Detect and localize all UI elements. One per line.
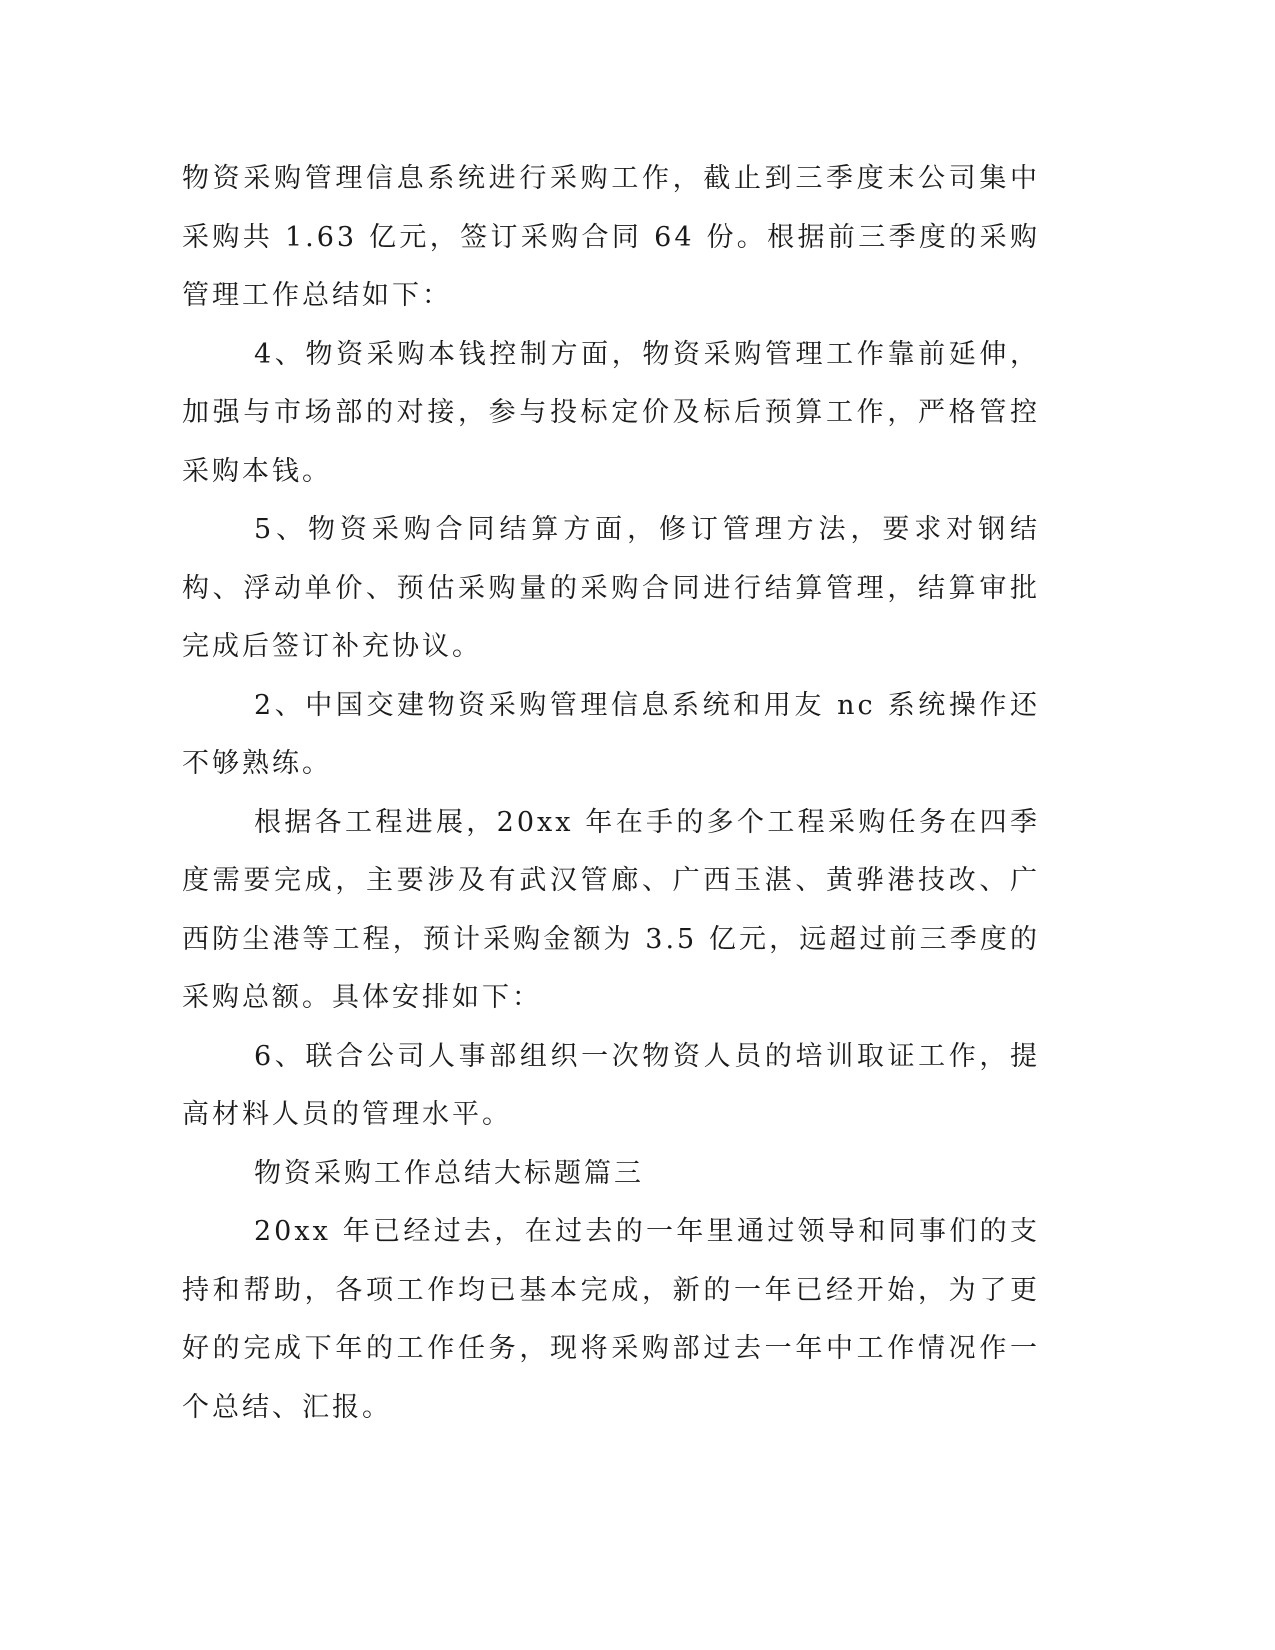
paragraph-system-procurement: 物资采购管理信息系统进行采购工作，截止到三季度末公司集中采购共 1.63 亿元，签订采购合同 64 份。根据前三季度的采购管理工作总结如下： bbox=[182, 163, 1040, 311]
paragraph-training: 6、联合公司人事部组织一次物资人员的培训取证工作，提高材料人员的管理水平。 bbox=[182, 1040, 1040, 1130]
paragraph-system-operation: 2、中国交建物资采购管理信息系统和用友 nc 系统操作还不够熟练。 bbox=[182, 689, 1040, 779]
document-body bbox=[182, 150, 1040, 1437]
paragraph-cost-control: 4、物资采购本钱控制方面，物资采购管理工作靠前延伸，加强与市场部的对接，参与投标定价及标后预算工作，严格管控采购本钱。 bbox=[182, 338, 1040, 487]
paragraph-contract-settlement: 5、物资采购合同结算方面，修订管理方法，要求对钢结构、浮动单价、预估采购量的采购合同进行结算管理，结算审批完成后签订补充协议。 bbox=[182, 514, 1040, 662]
paragraph-project-plan: 根据各工程进展，20xx 年在手的多个工程采购任务在四季度需要完成，主要涉及有武汉管廊、广西玉湛、黄骅港技改、广西防尘港等工程，预计采购金额为 3.5 亿元，远超过前三季度的采购总额。具体安排如下： bbox=[182, 806, 1040, 1013]
paragraph-annual-summary: 20xx 年已经过去，在过去的一年里通过领导和同事们的支持和帮助，各项工作均已基本完成，新的一年已经开始，为了更好的完成下年的工作任务，现将采购部过去一年中工作情况作一个总结、汇报。 bbox=[182, 1216, 1040, 1423]
section-heading: 物资采购工作总结大标题篇三 bbox=[254, 1157, 644, 1189]
